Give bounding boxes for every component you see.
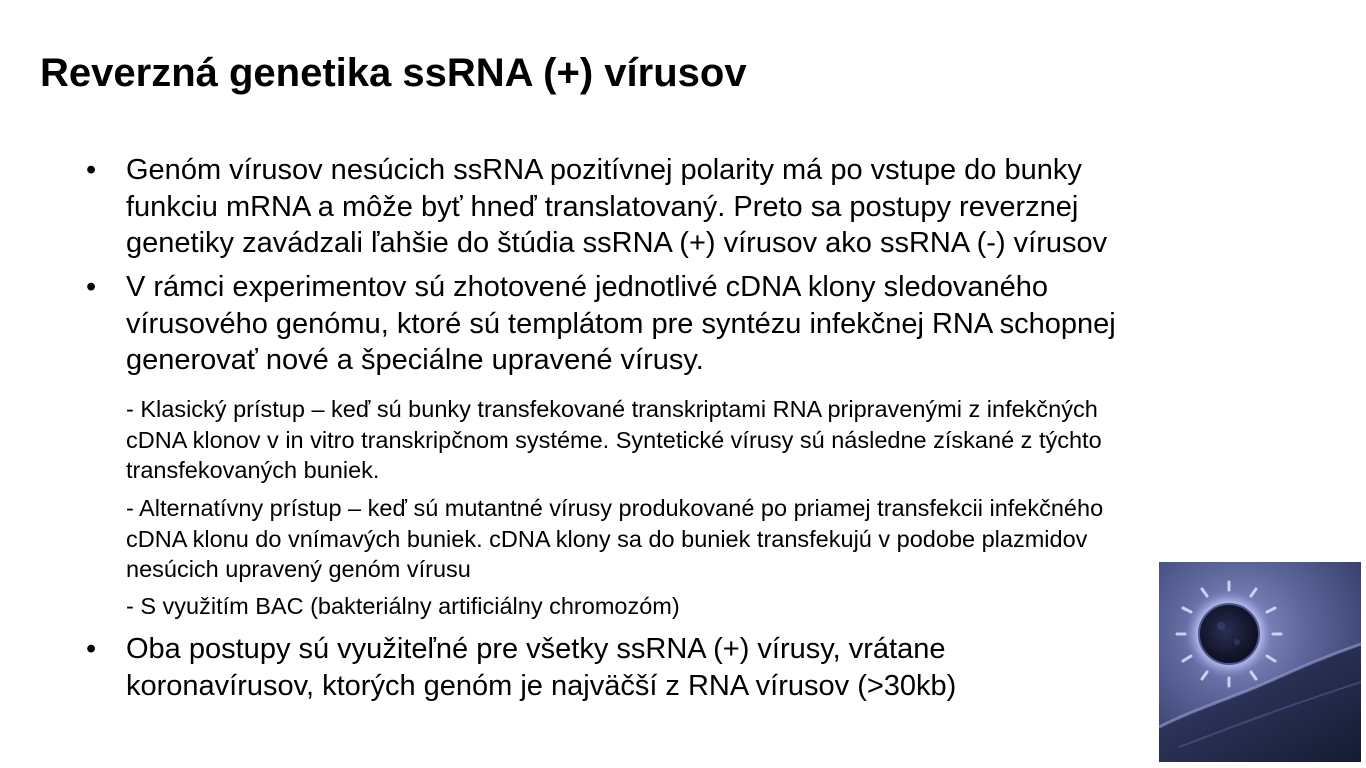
bullet-text	[126, 152, 1286, 262]
bullet-line: V rámci experimentov sú zhotovené jednotlivé cDNA klony sledovaného	[126, 271, 1049, 303]
bullet-text	[126, 269, 1286, 379]
sub-item	[126, 394, 1326, 486]
sub-item	[126, 591, 1326, 622]
bullet-item	[86, 631, 1286, 704]
sub-item	[126, 493, 1326, 585]
coronavirus-micrograph-image	[1159, 562, 1361, 762]
bullet-marker: •	[86, 271, 97, 303]
bullet-line: Genóm vírusov nesúcich ssRNA pozitívnej polarity má po vstupe do bunky	[126, 154, 1082, 186]
sub-item-line: - Alternatívny prístup – keď sú mutantné vírusy produkované po priamej transfekcii infekčného	[126, 495, 1104, 521]
sub-item-line: - Klasický prístup – keď sú bunky transfekované transkriptami RNA pripravenými z infekčných	[126, 396, 1098, 422]
sub-item-line: nesúcich upravený genóm vírusu	[126, 556, 471, 582]
bullet-line: generovať nové a špeciálne upravené vírusy.	[126, 344, 704, 376]
sub-item-line: - S využitím BAC (bakteriálny artificiálny chromozóm)	[126, 593, 680, 619]
bullet-line: vírusového genómu, ktoré sú templátom pre syntézu infekčnej RNA schopnej	[126, 307, 1116, 340]
bullet-item	[86, 152, 1286, 262]
sub-item-line: cDNA klonov v in vitro transkripčnom systéme. Syntetické vírusy sú následne získané z týchto	[126, 426, 1102, 453]
sub-item-line: transfekovaných buniek.	[126, 457, 380, 483]
sub-item-line: cDNA klonu do vnímavých buniek. cDNA klony sa do buniek transfekujú v podobe plazmidov	[126, 525, 1088, 552]
bullet-marker: •	[86, 154, 97, 186]
bullet-line: genetiky zavádzali ľahšie do štúdia ssRNA (+) vírusov ako ssRNA (-) vírusov	[126, 227, 1108, 259]
slide-title: Reverzná genetika ssRNA (+) vírusov	[40, 51, 747, 95]
bullet-item	[86, 269, 1286, 379]
bullet-text	[126, 631, 1286, 704]
bullet-line: koronavírusov, ktorých genóm je najväčší z RNA vírusov (>30kb)	[126, 669, 957, 702]
bullet-marker: •	[86, 633, 97, 665]
bullet-line: Oba postupy sú využiteľné pre všetky ssRNA (+) vírusy, vrátane	[126, 633, 946, 665]
bullet-line: funkciu mRNA a môže byť hneď translatovaný. Preto sa postupy reverznej	[126, 190, 1079, 223]
